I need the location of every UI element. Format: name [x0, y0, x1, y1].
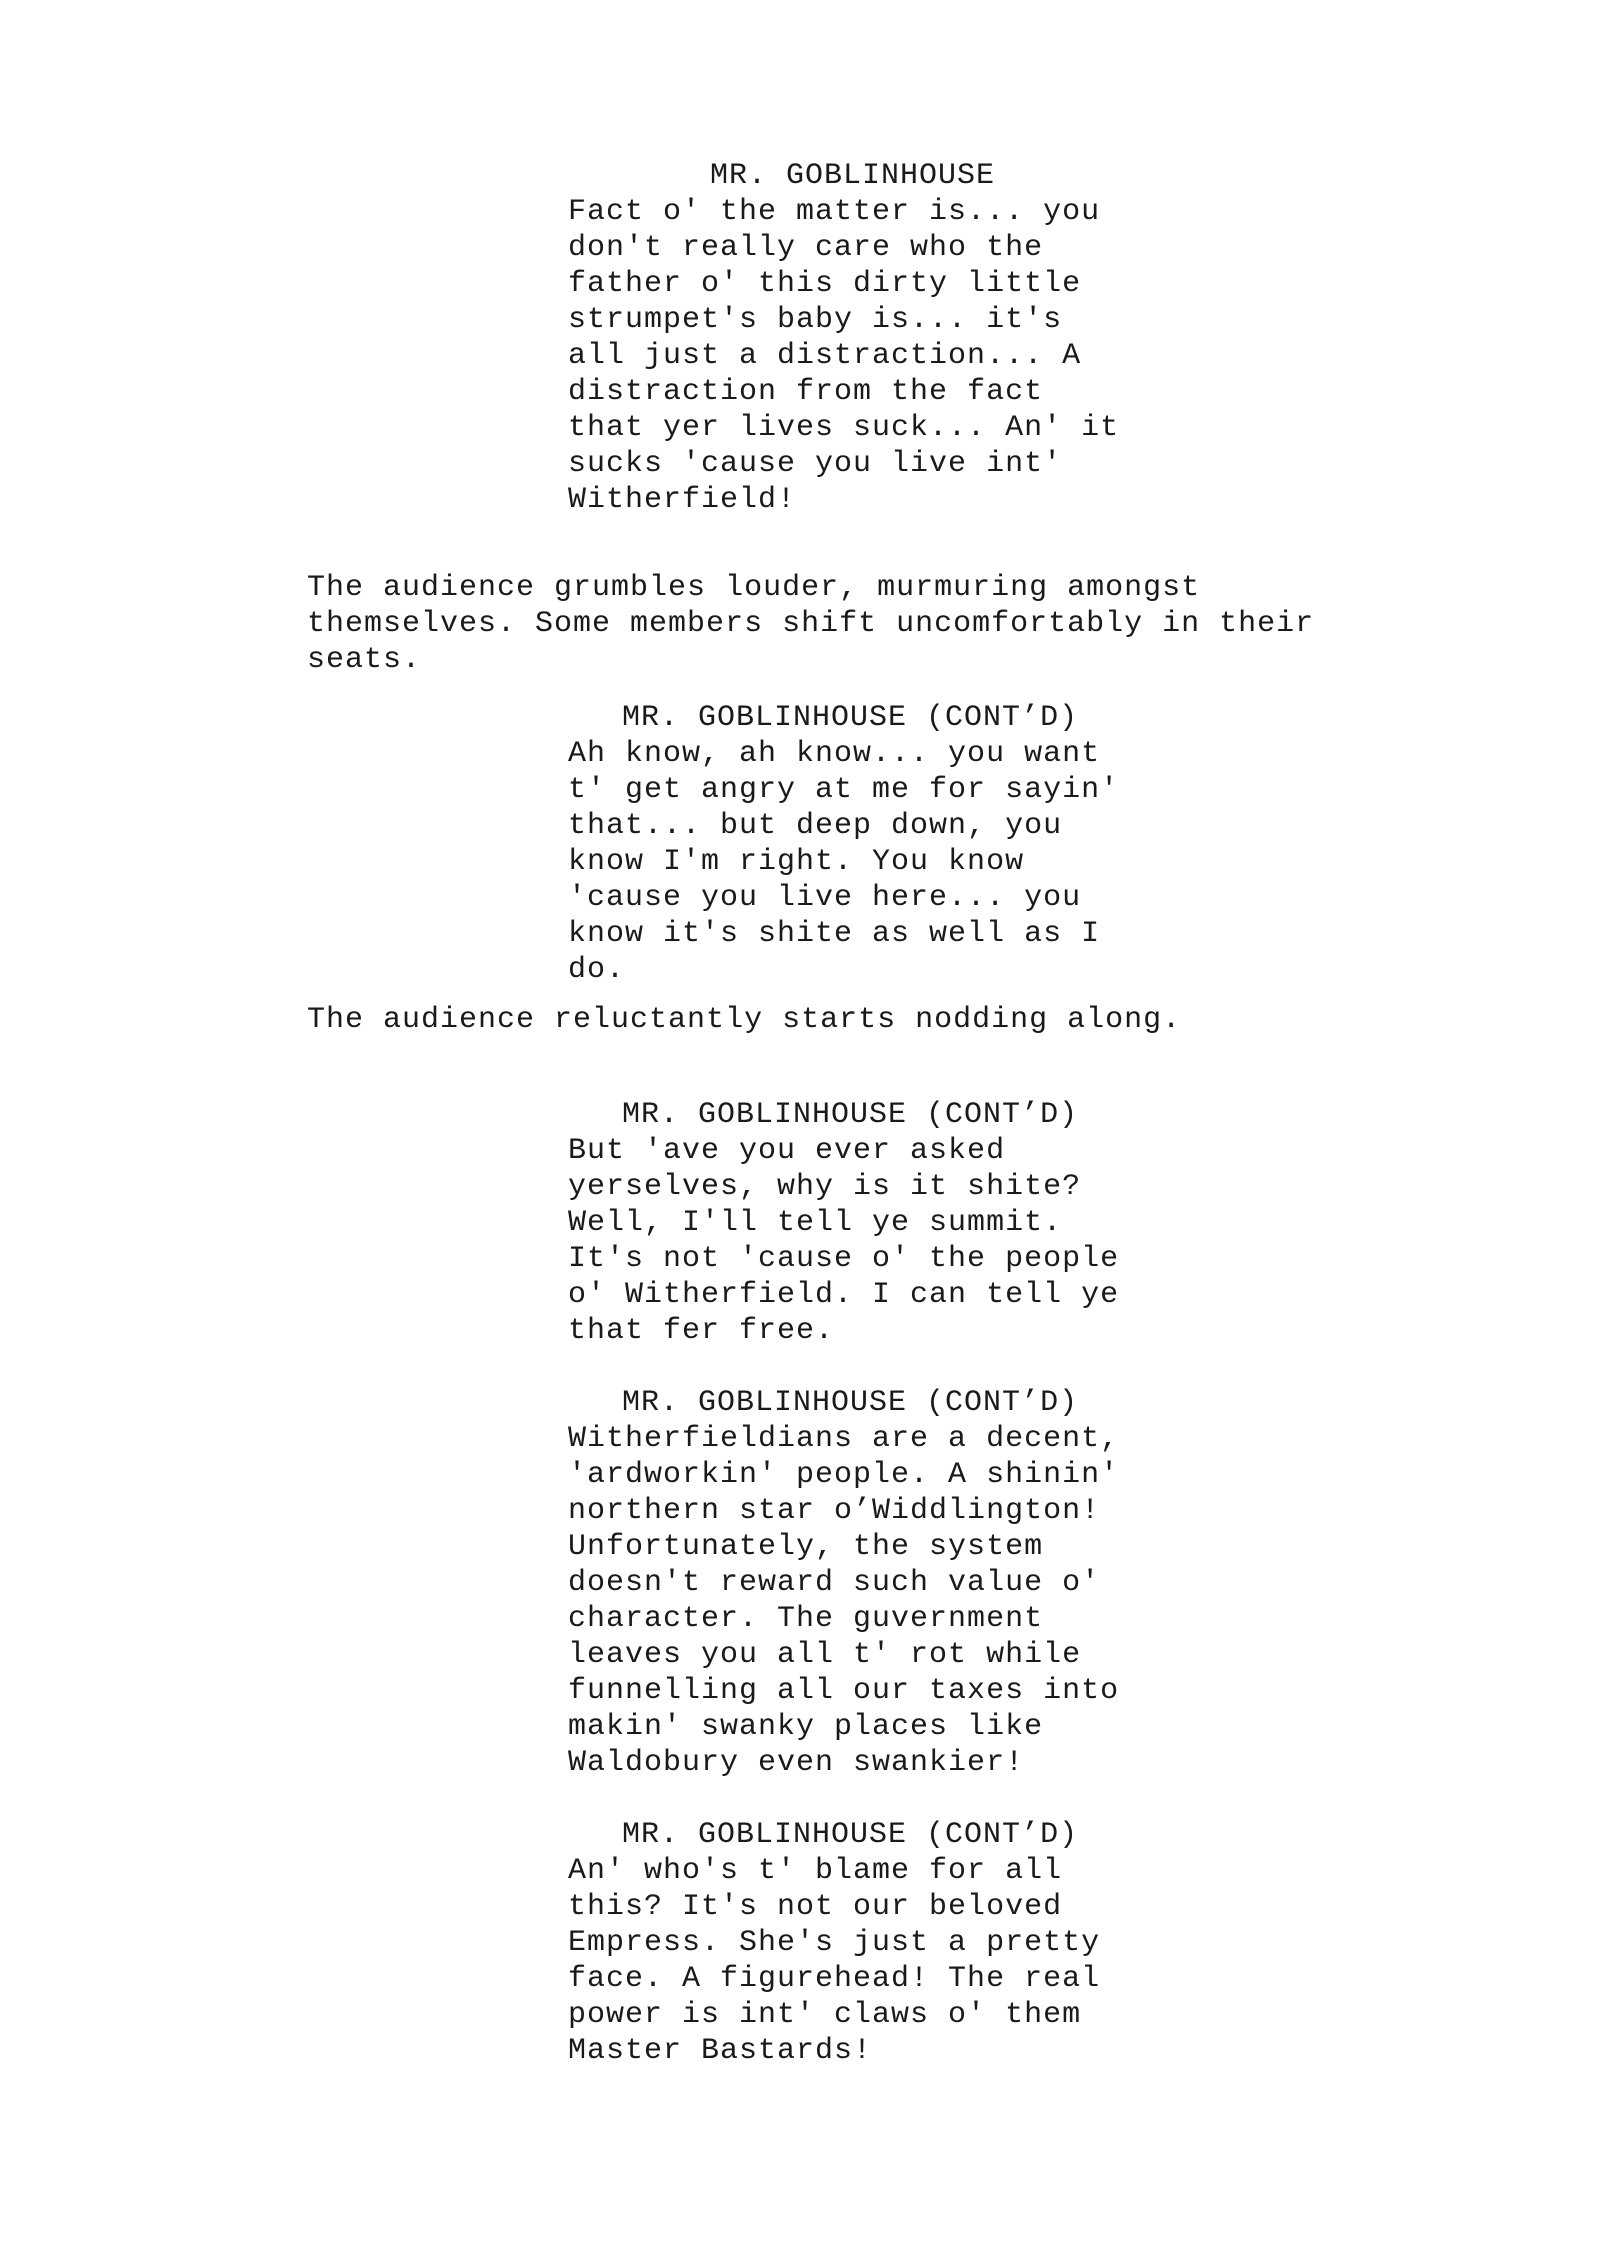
- dialogue-line: Witherfieldians are a decent,: [568, 1422, 1120, 1456]
- dialogue-line: Empress. She's just a pretty: [568, 1926, 1101, 1960]
- dialogue-line: that... but deep down, you: [568, 809, 1063, 843]
- dialogue-line: Waldobury even swankier!: [568, 1746, 1025, 1780]
- dialogue-line: know it's shite as well as I: [568, 917, 1101, 951]
- dialogue-line: Master Bastards!: [568, 2034, 873, 2068]
- action-block: [307, 570, 1407, 678]
- dialogue-block: [568, 736, 1188, 988]
- dialogue-block: [568, 1421, 1188, 1781]
- dialogue-line: know I'm right. You know: [568, 845, 1025, 879]
- dialogue-line: character. The guvernment: [568, 1602, 1044, 1636]
- dialogue-line: face. A figurehead! The real: [568, 1962, 1101, 1996]
- dialogue-line: distraction from the fact: [568, 375, 1044, 409]
- dialogue-line: doesn't reward such value o': [568, 1566, 1101, 1600]
- dialogue-line: An' who's t' blame for all: [568, 1854, 1063, 1888]
- dialogue-line: Unfortunately, the system: [568, 1530, 1044, 1564]
- dialogue-line: do.: [568, 953, 626, 987]
- character-cue: MR. GOBLINHOUSE (CONT’D): [622, 1098, 1079, 1132]
- dialogue-line: Witherfield!: [568, 483, 797, 517]
- dialogue-line: It's not 'cause o' the people: [568, 1242, 1120, 1276]
- dialogue-line: 'cause you live here... you: [568, 881, 1082, 915]
- dialogue-line: o' Witherfield. I can tell ye: [568, 1278, 1120, 1312]
- dialogue-line: funnelling all our taxes into: [568, 1674, 1120, 1708]
- character-cue: MR. GOBLINHOUSE (CONT’D): [622, 1386, 1079, 1420]
- dialogue-line: that yer lives suck... An' it: [568, 411, 1120, 445]
- dialogue-line: But 'ave you ever asked: [568, 1134, 1006, 1168]
- dialogue-line: northern star o’Widdlington!: [568, 1494, 1101, 1528]
- dialogue-line: Well, I'll tell ye summit.: [568, 1206, 1063, 1240]
- dialogue-line: this? It's not our beloved: [568, 1890, 1063, 1924]
- dialogue-line: Fact o' the matter is... you: [568, 195, 1101, 229]
- dialogue-block: [568, 194, 1188, 518]
- character-cue: MR. GOBLINHOUSE (CONT’D): [622, 701, 1079, 735]
- dialogue-line: makin' swanky places like: [568, 1710, 1044, 1744]
- dialogue-line: 'ardworkin' people. A shinin': [568, 1458, 1120, 1492]
- dialogue-line: yerselves, why is it shite?: [568, 1170, 1082, 1204]
- action-line: The audience grumbles louder, murmuring amongst: [307, 571, 1201, 605]
- dialogue-line: don't really care who the: [568, 231, 1044, 265]
- dialogue-line: all just a distraction... A: [568, 339, 1082, 373]
- dialogue-line: that fer free.: [568, 1314, 835, 1348]
- dialogue-block: [568, 1853, 1188, 2069]
- dialogue-line: father o' this dirty little: [568, 267, 1082, 301]
- dialogue-line: strumpet's baby is... it's: [568, 303, 1063, 337]
- dialogue-line: Ah know, ah know... you want: [568, 737, 1101, 771]
- dialogue-line: power is int' claws o' them: [568, 1998, 1082, 2032]
- character-cue: MR. GOBLINHOUSE (CONT’D): [622, 1818, 1079, 1852]
- dialogue-block: [568, 1133, 1188, 1349]
- dialogue-line: sucks 'cause you live int': [568, 447, 1063, 481]
- action-block: [307, 1002, 1407, 1038]
- dialogue-line: t' get angry at me for sayin': [568, 773, 1120, 807]
- action-line: seats.: [307, 643, 422, 677]
- action-line: The audience reluctantly starts nodding along.: [307, 1003, 1182, 1037]
- action-line: themselves. Some members shift uncomfortably in their: [307, 607, 1315, 641]
- dialogue-line: leaves you all t' rot while: [568, 1638, 1082, 1672]
- character-cue: MR. GOBLINHOUSE: [710, 159, 996, 193]
